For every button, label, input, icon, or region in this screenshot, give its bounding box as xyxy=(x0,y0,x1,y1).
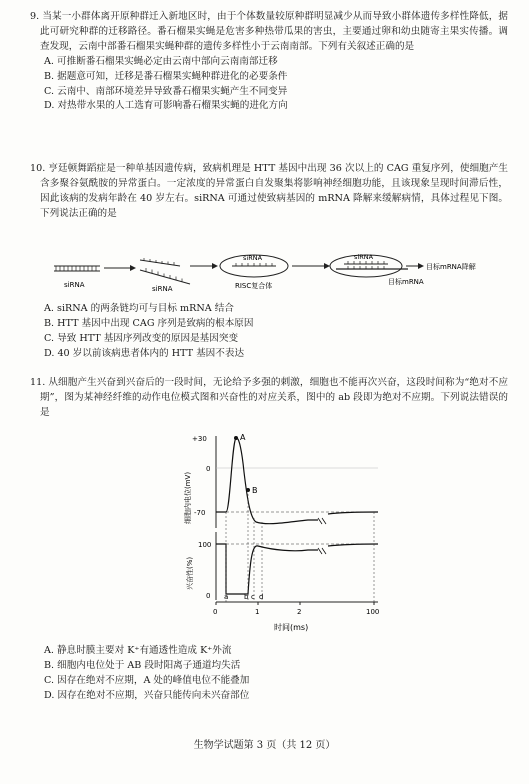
question-10-option-b: B. HTT 基因中出现 CAG 序列是致病的根本原因 xyxy=(44,317,254,329)
question-11-options xyxy=(30,644,508,704)
point-b-label: B xyxy=(252,486,258,495)
marker-a: a xyxy=(224,593,229,601)
point-a-label: A xyxy=(240,433,246,442)
question-11-option-a: A. 静息时膜主要对 K⁺有通透性造成 K⁺外流 xyxy=(44,645,232,656)
marker-b: b xyxy=(244,593,249,601)
ytick-0: 0 xyxy=(206,592,211,600)
excitability-curve xyxy=(216,544,378,594)
question-10-option-d: D. 40 岁以前该病患者体内的 HTT 基因不表达 xyxy=(44,347,245,359)
xtick-1: 1 xyxy=(255,608,260,616)
question-9 xyxy=(30,10,508,114)
question-9-stem: 9. 当某一小群体离开原种群迁入新地区时，由于个体数量较原种群明显减少从而导致小群体遗传多样性降低，据此可研究种群的迁移路径。番石榴果实蝇是危害多种热带瓜果的害虫，主要通过卵和幼虫随寄主果实传播。调查发现，云南中部番石榴果实蝇种群的遗传多样性小于云南南部。下列有关叙述正确的是 xyxy=(30,11,508,52)
ytick-100: 100 xyxy=(198,541,212,549)
question-10-option-a: A. siRNA 的两条链均可与目标 mRNA 结合 xyxy=(44,303,234,314)
question-9-option-b: B. 据题意可知，迁移是番石榴果实蝇种群进化的必要条件 xyxy=(44,70,288,82)
action-potential-curve xyxy=(216,438,378,524)
question-11-option-b: B. 细胞内电位处于 AB 段时阳离子通道均失活 xyxy=(44,659,241,671)
top-ylabel: 细胞内电位(mV) xyxy=(184,471,192,524)
question-10 xyxy=(30,162,508,222)
question-11-stem: 11. 从细胞产生兴奋到兴奋后的一段时间，无论给予多强的刺激，细胞也不能再次兴奋，这段时间称为“绝对不应期”，图为某神经纤维的动作电位模式图和兴奋性的对应关系，图中的 ab 段即为绝对不应期。下列说法错误的是 xyxy=(30,377,508,418)
question-11-option-c: C. 因存在绝对不应期，A 处的峰值电位不能叠加 xyxy=(44,674,250,686)
question-11 xyxy=(30,376,508,421)
question-10-option-c: C. 导致 HTT 基因序列改变的原因是基因突变 xyxy=(44,332,239,344)
question-9-option-c: C. 云南中、南部环境差异导致番石榴果实蝇产生不同变异 xyxy=(44,85,288,97)
ytick-plus30: +30 xyxy=(192,435,207,443)
mrna-degrade-label: 目标mRNA降解 xyxy=(426,263,476,271)
ytick-zero: 0 xyxy=(206,465,211,473)
marker-c: c xyxy=(251,593,255,601)
x-axis-label: 时间(ms) xyxy=(274,623,309,632)
question-10-stem: 10. 亨廷顿舞蹈症是一种单基因遗传病，致病机理是 HTT 基因中出现 36 次以上的 CAG 重复序列，使细胞产生含多聚谷氨酰胺的异常蛋白。一定浓度的异常蛋白自发聚集将影响神经细胞功能，且该现象呈现时间滞后性，因此该病的发病年龄在 40 岁左右。siRNA 可通过使致病基因的 mRNA 降解来缓解病情，具体过程见下图。下列说法正确的是 xyxy=(30,163,508,219)
marker-d: d xyxy=(259,593,264,601)
action-potential-chart xyxy=(178,432,388,640)
question-11-option-d: D. 因存在绝对不应期，兴奋只能传向未兴奋部位 xyxy=(44,689,250,701)
target-mrna-label: 目标mRNA xyxy=(388,278,424,286)
sirna-label-mid: siRNA xyxy=(152,285,173,292)
question-10-options xyxy=(30,302,508,362)
risc-label: RISC复合体 xyxy=(235,282,273,290)
question-9-option-d: D. 对热带水果的人工选育可影响番石榴果实蝇的进化方向 xyxy=(44,100,288,112)
point-a-marker xyxy=(234,436,238,440)
bottom-ylabel: 兴奋性(%) xyxy=(186,556,194,590)
sirna-process-diagram xyxy=(40,246,520,292)
sirna-label-circle1: siRNA xyxy=(243,254,263,262)
sirna-label-circle2: siRNA xyxy=(354,253,374,261)
xtick-100: 100 xyxy=(366,608,380,616)
ytick-minus70: -70 xyxy=(194,509,206,517)
sirna-label-left: siRNA xyxy=(64,281,85,289)
question-9-option-a: A. 可推断番石榴果实蝇必定由云南中部向云南南部迁移 xyxy=(44,55,278,67)
page-footer: 生物学试题第 3 页（共 12 页） xyxy=(193,740,336,751)
xtick-0: 0 xyxy=(213,608,218,616)
xtick-2: 2 xyxy=(297,608,302,616)
